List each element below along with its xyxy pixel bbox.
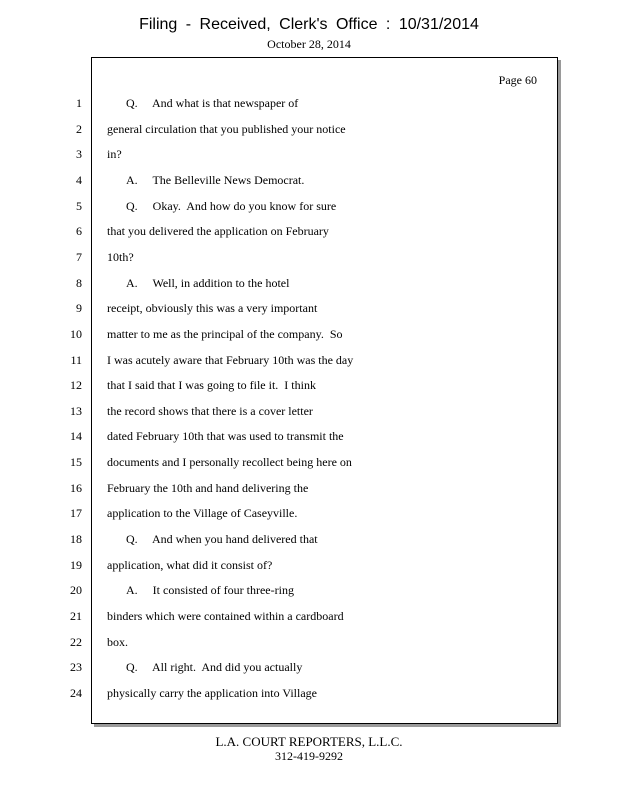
- line-number: 4: [76, 173, 82, 187]
- line-number: 17: [70, 506, 82, 520]
- transcript-line: general circulation that you published your notice: [107, 122, 346, 136]
- line-number: 9: [76, 301, 82, 315]
- line-number: 23: [70, 660, 82, 674]
- transcript-line: I was acutely aware that February 10th was the day: [107, 353, 354, 367]
- transcript-line: box.: [107, 635, 128, 649]
- line-number: 20: [70, 583, 82, 597]
- transcript-line: A. The Belleville News Democrat.: [126, 173, 305, 187]
- line-number: 14: [70, 429, 82, 443]
- header-date: October 28, 2014: [267, 37, 351, 51]
- transcript-line: dated February 10th that was used to transmit the: [107, 429, 344, 443]
- line-number: 8: [76, 276, 82, 290]
- transcript-line: matter to me as the principal of the company. So: [107, 327, 343, 341]
- transcript-line: A. It consisted of four three-ring: [126, 583, 294, 597]
- transcript-line: receipt, obviously this was a very important: [107, 301, 318, 315]
- transcript-line: Q. And when you hand delivered that: [126, 532, 318, 546]
- line-number: 6: [76, 224, 82, 238]
- footer-phone: 312-419-9292: [275, 749, 343, 763]
- line-number: 24: [70, 686, 82, 700]
- line-number: 13: [70, 404, 82, 418]
- transcript-line: A. Well, in addition to the hotel: [126, 276, 290, 290]
- transcript-line: Q. All right. And did you actually: [126, 660, 303, 674]
- transcript-line: physically carry the application into Village: [107, 686, 317, 700]
- line-number: 7: [76, 250, 82, 264]
- transcript-line: application to the Village of Caseyville.: [107, 506, 298, 520]
- transcript-line: the record shows that there is a cover letter: [107, 404, 313, 418]
- line-number: 21: [70, 609, 82, 623]
- transcript-line: documents and I personally recollect being here on: [107, 455, 352, 469]
- line-number: 3: [76, 147, 82, 161]
- line-number: 18: [70, 532, 82, 546]
- line-number: 2: [76, 122, 82, 136]
- line-number: 15: [70, 455, 82, 469]
- line-number: 19: [70, 558, 82, 572]
- transcript-line: Q. Okay. And how do you know for sure: [126, 199, 337, 213]
- page-number: Page 60: [498, 73, 537, 87]
- filing-stamp: Filing - Received, Clerk's Office : 10/31/2014: [139, 16, 479, 33]
- line-number: 16: [70, 481, 82, 495]
- transcript-line: that you delivered the application on February: [107, 224, 329, 238]
- transcript-line: 10th?: [107, 250, 134, 264]
- line-number: 1: [76, 96, 82, 110]
- line-number: 11: [70, 353, 82, 367]
- line-number: 5: [76, 199, 82, 213]
- line-number: 10: [70, 327, 82, 341]
- line-number: 12: [70, 378, 82, 392]
- transcript-line: that I said that I was going to file it. I think: [107, 378, 316, 392]
- transcript-line: application, what did it consist of?: [107, 558, 273, 572]
- line-number: 22: [70, 635, 82, 649]
- transcript-line: Q. And what is that newspaper of: [126, 96, 299, 110]
- transcript-line: binders which were contained within a cardboard: [107, 609, 344, 623]
- transcript-line: February the 10th and hand delivering the: [107, 481, 309, 495]
- footer-company: L.A. COURT REPORTERS, L.L.C.: [215, 734, 403, 749]
- transcript-line: in?: [107, 147, 122, 161]
